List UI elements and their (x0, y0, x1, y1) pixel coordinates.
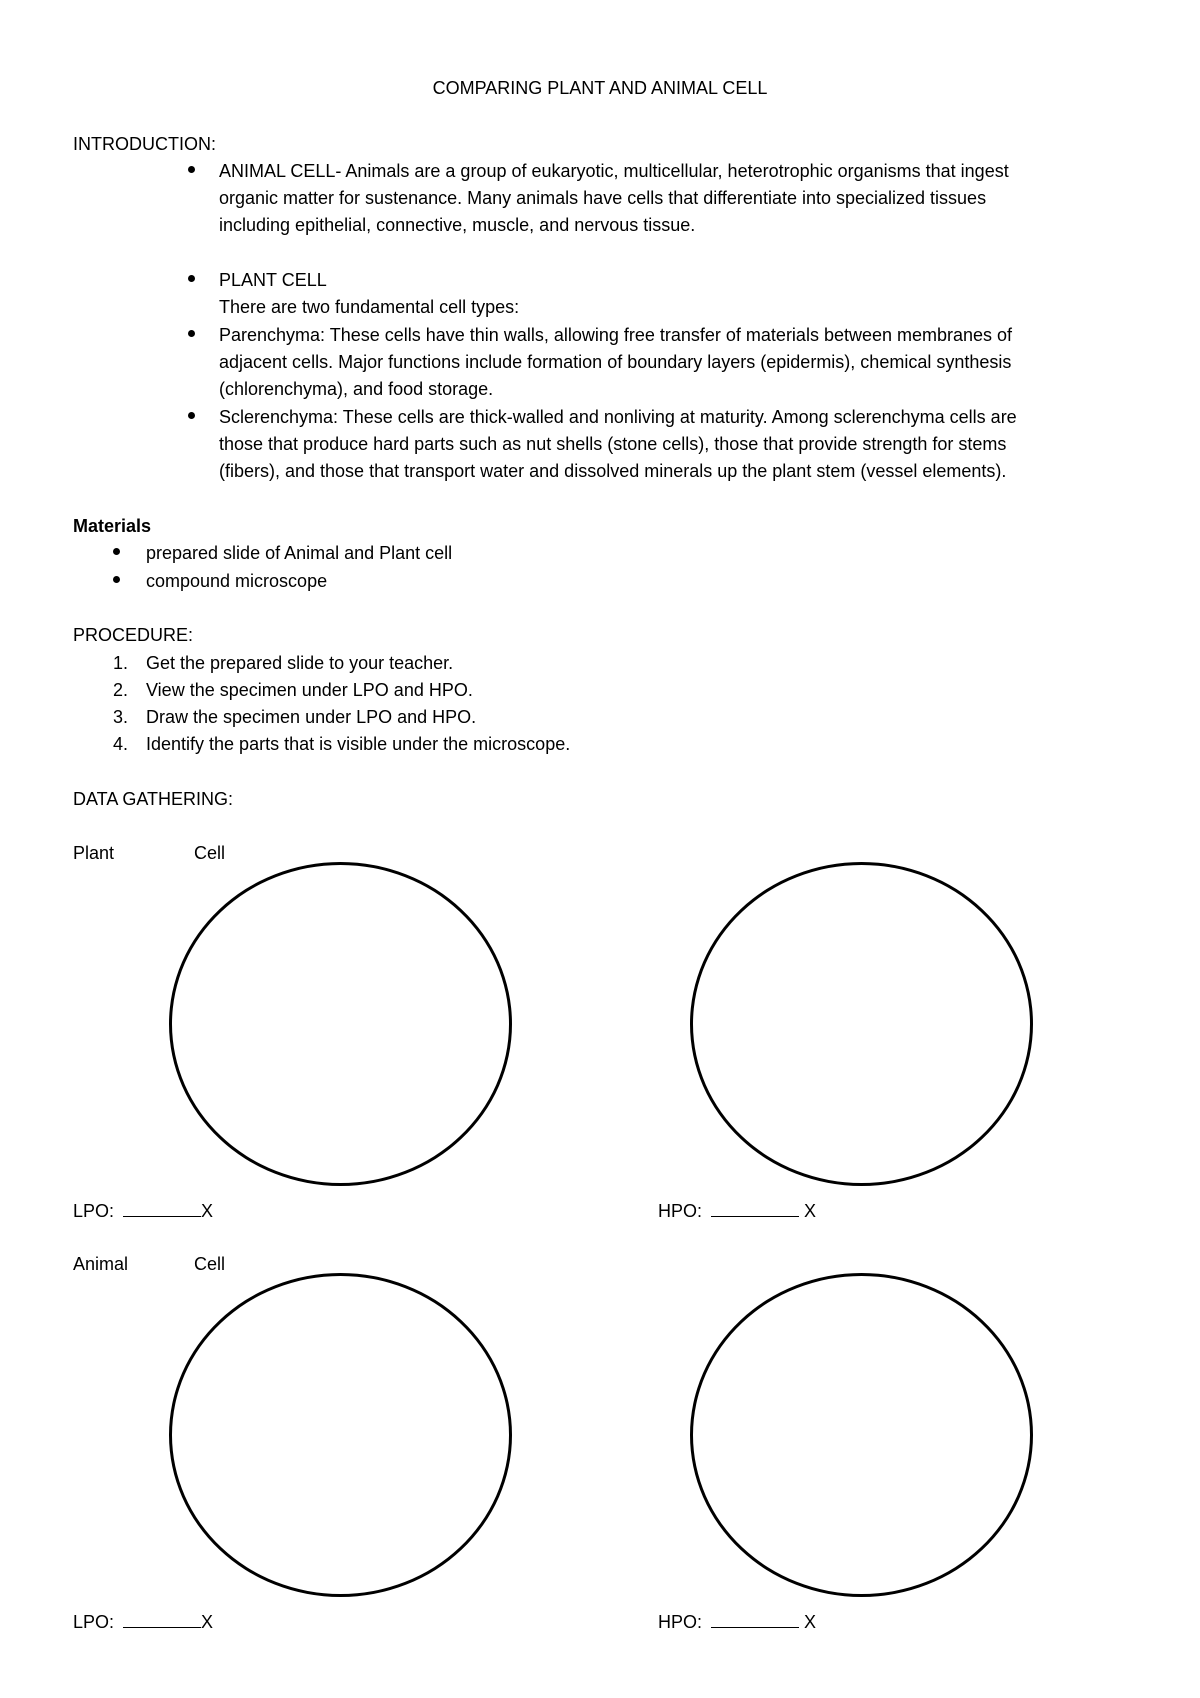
bullet-icon (188, 166, 195, 173)
x-suffix: X (804, 1201, 817, 1221)
materials-heading: Materials (73, 516, 152, 536)
lpo-blank[interactable] (123, 1609, 201, 1628)
step-number: 1. (113, 653, 129, 673)
parenchyma-line-1: Parenchyma: These cells have thin walls, allowing free transfer of materials between membranes of (219, 325, 1013, 345)
introduction-heading: INTRODUCTION: (73, 134, 216, 154)
step-number: 4. (113, 734, 129, 754)
bullet-icon (113, 576, 120, 583)
bullet-icon (188, 330, 195, 337)
parenchyma-line-2: adjacent cells. Major functions include formation of boundary layers (epidermis), chemical synthesis (219, 352, 1012, 372)
plant-cell-subtitle: There are two fundamental cell types: (219, 297, 520, 317)
hpo-label-text: HPO: (658, 1612, 703, 1632)
animal-label: Animal (73, 1254, 129, 1274)
parenchyma-line-3: (chlorenchyma), and food storage. (219, 379, 494, 399)
sclerenchyma-line-1: Sclerenchyma: These cells are thick-walled and nonliving at maturity. Among sclerenchyma cells are (219, 407, 1017, 427)
step-number: 2. (113, 680, 129, 700)
lpo-label-text: LPO: (73, 1612, 115, 1632)
plant-lpo-label (73, 1198, 213, 1225)
lpo-blank[interactable] (123, 1198, 201, 1217)
x-suffix: X (804, 1612, 817, 1632)
x-suffix: X (201, 1201, 214, 1221)
hpo-label-text: HPO: (658, 1201, 703, 1221)
sclerenchyma-line-2: those that produce hard parts such as nut shells (stone cells), those that provide strength for stems (219, 434, 1007, 454)
animal-cell-line-3: including epithelial, connective, muscle, and nervous tissue. (219, 215, 696, 235)
bullet-icon (113, 548, 120, 555)
plant-cell-label: PLANT CELL (219, 270, 327, 290)
page-title: COMPARING PLANT AND ANIMAL CELL (432, 78, 768, 98)
animal-cell-line-1: ANIMAL CELL- Animals are a group of eukaryotic, multicellular, heterotrophic organisms that ingest (219, 161, 1009, 181)
x-suffix: X (201, 1612, 214, 1632)
procedure-heading: PROCEDURE: (73, 625, 194, 645)
bullet-icon (188, 275, 195, 282)
step-text: Identify the parts that is visible under the microscope. (146, 734, 571, 754)
materials-item: prepared slide of Animal and Plant cell (146, 543, 453, 563)
plant-hpo-label (658, 1198, 816, 1225)
bullet-icon (188, 412, 195, 419)
hpo-blank[interactable] (711, 1198, 799, 1217)
animal-lpo-drawing-circle[interactable] (169, 1273, 512, 1597)
plant-hpo-drawing-circle[interactable] (690, 862, 1033, 1186)
lpo-label-text: LPO: (73, 1201, 115, 1221)
sclerenchyma-line-3: (fibers), and those that transport water and dissolved minerals up the plant stem (vessel elements). (219, 461, 1007, 481)
plant-label: Plant (73, 843, 115, 863)
plant-cell-word: Cell (194, 843, 226, 863)
animal-lpo-label (73, 1609, 213, 1636)
animal-cell-line-2: organic matter for sustenance. Many animals have cells that differentiate into specialized tissues (219, 188, 987, 208)
data-gathering-heading: DATA GATHERING: (73, 789, 234, 809)
step-text: Draw the specimen under LPO and HPO. (146, 707, 477, 727)
hpo-blank[interactable] (711, 1609, 799, 1628)
animal-hpo-label (658, 1609, 816, 1636)
materials-item: compound microscope (146, 571, 328, 591)
step-text: View the specimen under LPO and HPO. (146, 680, 473, 700)
step-text: Get the prepared slide to your teacher. (146, 653, 454, 673)
step-number: 3. (113, 707, 129, 727)
animal-hpo-drawing-circle[interactable] (690, 1273, 1033, 1597)
animal-cell-word: Cell (194, 1254, 226, 1274)
plant-lpo-drawing-circle[interactable] (169, 862, 512, 1186)
